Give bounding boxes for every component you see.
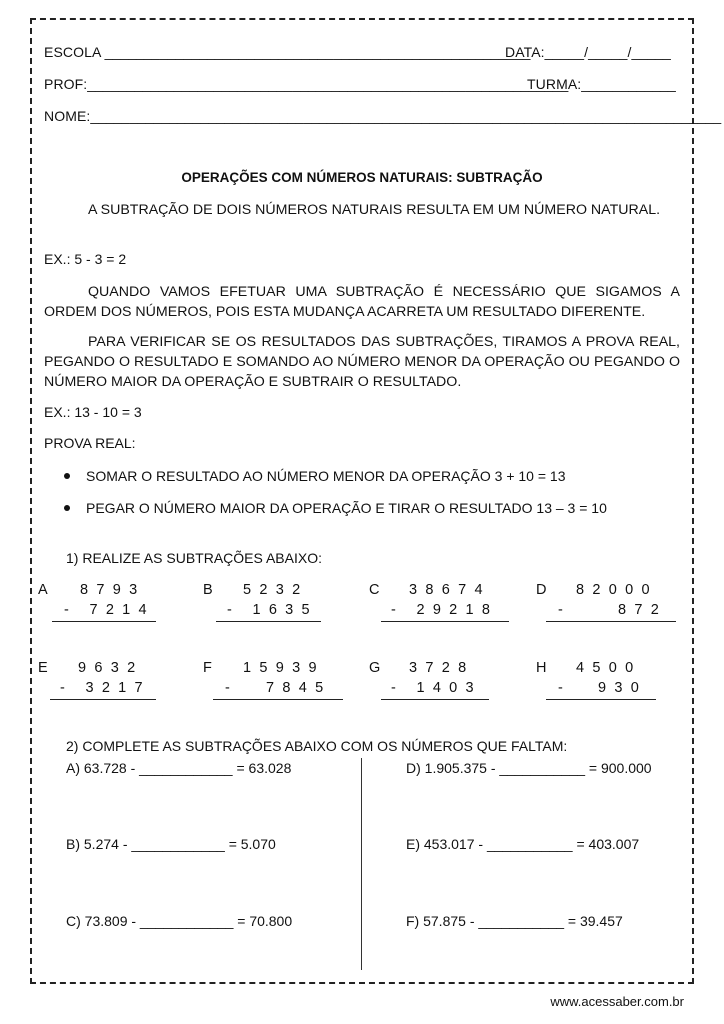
bullet-item xyxy=(64,500,607,516)
subtraction-c xyxy=(369,582,509,622)
paragraph-1-text: A SUBTRAÇÃO DE DOIS NÚMEROS NATURAIS RESULTA EM UM NÚMERO NATURAL. xyxy=(88,202,661,218)
paragraph-2-text: QUANDO VAMOS EFETUAR UMA SUBTRAÇÃO É NECESSÁRIO QUE SIGAMOS A ORDEM DOS NÚMEROS, POIS ESTA MUDANÇA ACARRETA UM RESULTADO DIFERENTE. xyxy=(44,284,680,320)
fill-blank-d: D) 1.905.375 - ___________ = 900.000 xyxy=(406,760,652,776)
data-field: DATA:_____/_____/_____ xyxy=(505,44,671,60)
bullet-icon xyxy=(64,473,70,479)
example-1: EX.: 5 - 3 = 2 xyxy=(44,251,127,267)
problem-label: A xyxy=(38,582,48,598)
subtraction-d xyxy=(536,582,676,622)
paragraph-3-text: PARA VERIFICAR SE OS RESULTADOS DAS SUBTRAÇÕES, TIRAMOS A PROVA REAL, PEGANDO O RESULTADO E SOMANDO AO NÚMERO MENOR DA OPERAÇÃO OU PEGANDO O NÚMERO MAIOR DA OPERAÇÃO E SUBTRAIR O RESULTADO. xyxy=(44,334,680,390)
question-2-prompt: 2) COMPLETE AS SUBTRAÇÕES ABAIXO COM OS NÚMEROS QUE FALTAM: xyxy=(66,738,568,754)
subtrahend-sign: - xyxy=(225,680,230,696)
result-line xyxy=(52,621,156,622)
result-line xyxy=(381,621,509,622)
bullet-icon xyxy=(64,505,70,511)
minuend: 3728 xyxy=(409,660,475,676)
example-2: EX.: 13 - 10 = 3 xyxy=(44,404,142,420)
fill-blank-b: B) 5.274 - ____________ = 5.070 xyxy=(66,836,276,852)
fill-blank-f: F) 57.875 - ___________ = 39.457 xyxy=(406,913,623,929)
paragraph-2 xyxy=(44,282,680,322)
problem-label: F xyxy=(203,660,212,676)
problem-label: G xyxy=(369,660,381,676)
subtraction-g xyxy=(369,660,489,700)
result-line xyxy=(381,699,489,700)
column-divider xyxy=(361,758,362,970)
subtrahend: 872 xyxy=(618,602,668,618)
bullet-text: PEGAR O NÚMERO MAIOR DA OPERAÇÃO E TIRAR O RESULTADO 13 – 3 = 10 xyxy=(86,500,607,516)
subtrahend: 7845 xyxy=(266,680,332,696)
paragraph-3 xyxy=(44,332,680,392)
result-line xyxy=(213,699,343,700)
problem-label: C xyxy=(369,582,380,598)
subtraction-f xyxy=(203,660,343,700)
prova-real-label: PROVA REAL: xyxy=(44,435,136,451)
problem-label: H xyxy=(536,660,547,676)
subtrahend: - 29218 xyxy=(391,602,499,618)
page-title: OPERAÇÕES COM NÚMEROS NATURAIS: SUBTRAÇÃO xyxy=(181,170,543,185)
problem-label: D xyxy=(536,582,547,598)
result-line xyxy=(546,699,656,700)
minuend: 8793 xyxy=(80,582,146,598)
minuend: 82000 xyxy=(576,582,658,598)
bullet-item xyxy=(64,468,566,484)
subtraction-e xyxy=(38,660,158,700)
subtrahend: 930 xyxy=(598,680,648,696)
minuend: 9632 xyxy=(78,660,144,676)
fill-blank-e: E) 453.017 - ___________ = 403.007 xyxy=(406,836,640,852)
result-line xyxy=(546,621,676,622)
subtrahend: - 7214 xyxy=(64,602,155,618)
subtrahend-sign: - xyxy=(558,680,563,696)
paragraph-1 xyxy=(44,200,680,220)
minuend: 38674 xyxy=(409,582,491,598)
subtraction-b xyxy=(203,582,323,622)
prof-field: PROF:_____________________________________________________________ xyxy=(44,76,569,92)
subtrahend: - 1635 xyxy=(227,602,318,618)
result-line xyxy=(216,621,321,622)
result-line xyxy=(50,699,156,700)
minuend: 5232 xyxy=(243,582,309,598)
subtrahend: - 3217 xyxy=(60,680,151,696)
subtrahend-sign: - xyxy=(558,602,563,618)
fill-blank-c: C) 73.809 - ____________ = 70.800 xyxy=(66,913,293,929)
footer-url: www.acessaber.com.br xyxy=(550,994,684,1009)
question-1-prompt: 1) REALIZE AS SUBTRAÇÕES ABAIXO: xyxy=(66,550,322,566)
subtrahend: - 1403 xyxy=(391,680,482,696)
bullet-text: SOMAR O RESULTADO AO NÚMERO MENOR DA OPERAÇÃO 3 + 10 = 13 xyxy=(86,468,566,484)
subtraction-h xyxy=(536,660,656,700)
minuend: 4500 xyxy=(576,660,642,676)
turma-field: TURMA:____________ xyxy=(527,76,676,92)
subtraction-a xyxy=(38,582,158,622)
escola-field: ESCOLA ______________________________________________________ xyxy=(44,44,531,60)
problem-label: B xyxy=(203,582,213,598)
problem-label: E xyxy=(38,660,48,676)
minuend: 15939 xyxy=(243,660,325,676)
nome-field: NOME:________________________________________________________________________________ xyxy=(44,108,722,124)
fill-blank-a: A) 63.728 - ____________ = 63.028 xyxy=(66,760,292,776)
